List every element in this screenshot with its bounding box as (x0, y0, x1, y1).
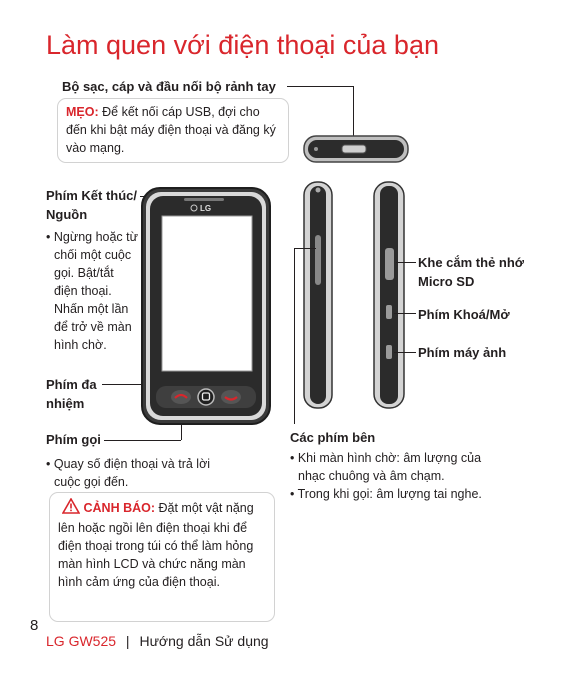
footer-title: Hướng dẫn Sử dụng (139, 633, 269, 649)
lock-key-label: Phím Khoá/Mở (418, 307, 510, 322)
side-keys-description: • Khi màn hình chờ: âm lượng của nhạc chuông và âm chạm. • Trong khi gọi: âm lượng tai nghe. (290, 451, 482, 501)
multitask-key-label: Phím đa nhiệm (46, 377, 97, 411)
phone-brand: LG (200, 204, 212, 213)
camera-key-label: Phím máy ảnh (418, 345, 507, 360)
phone-right-side (372, 180, 406, 410)
tip-text: Để kết nối cáp USB, đợi cho đến khi bật máy điện thoại và đăng ký vào mạng. (66, 105, 276, 155)
charger-label: Bộ sạc, cáp và đầu nối bộ rảnh tay (62, 79, 276, 94)
phone-left-side (302, 180, 334, 410)
call-key-description: • Quay số điện thoại và trả lời cuộc gọi đến. (46, 457, 211, 489)
phone-front (140, 186, 272, 426)
footer (46, 633, 269, 649)
sd-slot-label: Khe cắm thẻ nhớ Micro SD (418, 255, 525, 289)
warning-label: CẢNH BÁO: (83, 501, 156, 515)
end-key-label: Phím Kết thúc/ Nguồn (46, 188, 138, 222)
page-title: Làm quen với điện thoại của bạn (46, 30, 439, 60)
side-keys-label: Các phím bên (290, 430, 376, 445)
warning-text: Đặt một vật nặng lên hoặc ngồi lên điện thoại khi để điện thoại trong túi có thể làm hỏng màn hình LCD và chức năng màn hình cảm ứng của điện thoại. (58, 501, 254, 589)
footer-separator: | (125, 633, 130, 649)
footer-brand: LG GW525 (46, 633, 117, 649)
tip-label: MẸO: (66, 105, 99, 119)
warning-box (49, 492, 275, 622)
call-key-label: Phím gọi (46, 432, 101, 447)
end-key-description: • Ngừng hoặc từ chối một cuộc gọi. Bật/tắt điện thoại. Nhấn một lần để trở về màn hình chờ. (46, 230, 138, 352)
warning-triangle-icon (62, 498, 80, 519)
phone-top-view (302, 133, 412, 165)
tip-box (57, 98, 289, 163)
page-number: 8 (30, 617, 39, 634)
